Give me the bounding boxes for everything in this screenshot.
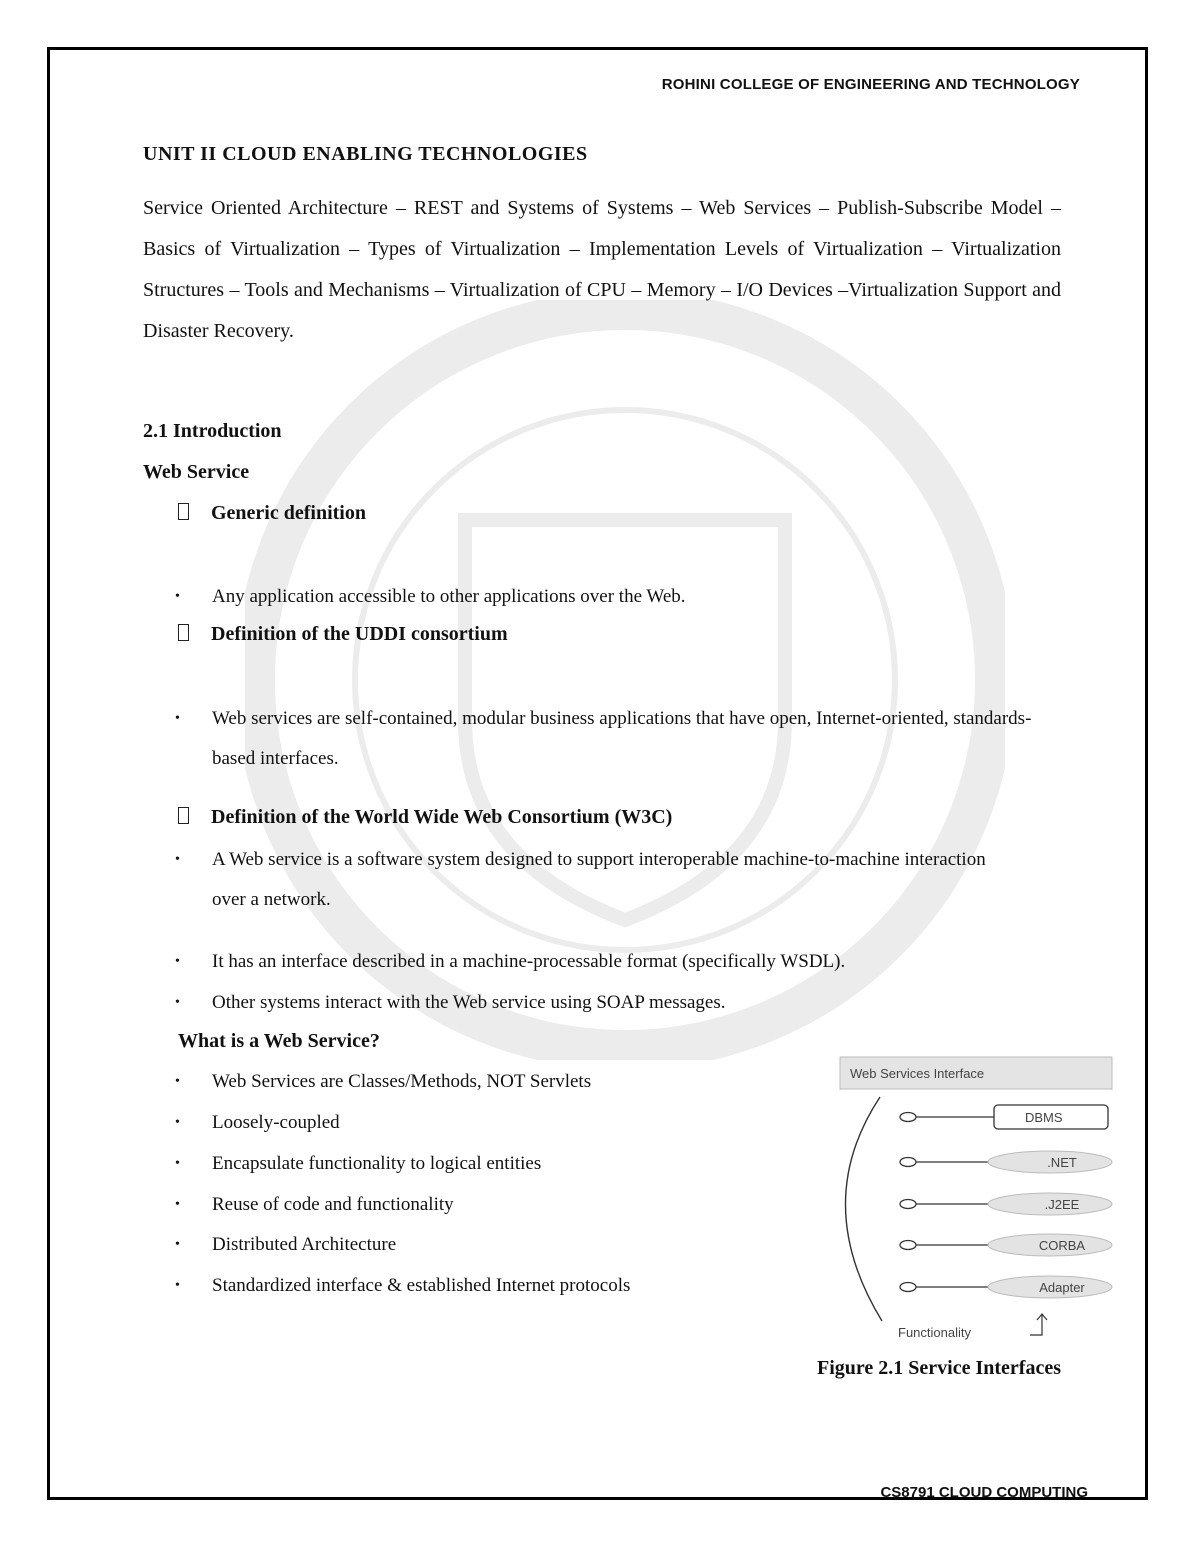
bullet-icon: • [175, 954, 180, 969]
component-label: Adapter [1039, 1280, 1085, 1295]
definition-heading-text: Definition of the UDDI consortium [211, 623, 508, 645]
list-item [175, 1144, 795, 1184]
bullet-icon: • [175, 852, 180, 867]
figure-caption: Figure 2.1 Service Interfaces [817, 1357, 1061, 1379]
bullet-icon: • [175, 1156, 180, 1171]
definition-heading-text: Definition of the World Wide Web Consortium (W3C) [211, 806, 673, 828]
unit-title: UNIT II CLOUD ENABLING TECHNOLOGIES [143, 143, 588, 165]
interface-label: Web Services Interface [850, 1066, 985, 1081]
list-item [175, 1062, 795, 1102]
list-item [175, 840, 1055, 920]
component-label: .J2EE [1044, 1197, 1080, 1212]
component-corba [900, 1234, 1112, 1256]
list-item-text: A Web service is a software system designed to support interoperable machine-to-machine interaction over a network. [212, 849, 986, 910]
list-item-text: Other systems interact with the Web service using SOAP messages. [212, 992, 726, 1013]
component-label: DBMS [1025, 1110, 1063, 1125]
bullet-icon: • [175, 1074, 180, 1089]
bullet-icon: • [175, 711, 180, 726]
component-net [900, 1151, 1112, 1173]
checkbox-bullet-icon [178, 807, 189, 824]
definition-heading [178, 623, 508, 646]
component-j2ee [900, 1193, 1112, 1215]
component-label: CORBA [1038, 1238, 1086, 1253]
functionality-label: Functionality [898, 1325, 971, 1340]
list-item-text: Standardized interface & established Internet protocols [212, 1275, 631, 1296]
bullet-icon: • [175, 1115, 180, 1130]
list-item-text: Web Services are Classes/Methods, NOT Servlets [212, 1071, 592, 1092]
course-footer: CS8791 CLOUD COMPUTING [880, 1484, 1088, 1501]
list-item [175, 699, 1055, 779]
list-item-text: Encapsulate functionality to logical entities [212, 1153, 542, 1174]
section-subtitle: Web Service [143, 461, 250, 483]
bullet-icon: • [175, 995, 180, 1010]
section-title: 2.1 Introduction [143, 420, 282, 442]
service-interfaces-figure [830, 1053, 1120, 1343]
definition-heading-text: Generic definition [211, 502, 366, 524]
arrow-up-icon [1030, 1314, 1047, 1335]
list-item [175, 1266, 795, 1306]
component-dbms [900, 1105, 1108, 1129]
institution-header: ROHINI COLLEGE OF ENGINEERING AND TECHNOLOGY [661, 76, 1080, 93]
component-adapter [900, 1276, 1112, 1298]
list-item [175, 983, 1055, 1023]
component-label: .NET [1047, 1155, 1077, 1170]
list-item [175, 577, 1055, 617]
list-item-text: Reuse of code and functionality [212, 1194, 454, 1215]
list-item [175, 1103, 795, 1143]
checkbox-bullet-icon [178, 624, 189, 641]
definition-heading [178, 502, 366, 525]
list-item-text: It has an interface described in a machine-processable format (specifically WSDL). [212, 951, 846, 972]
list-item-text: Any application accessible to other applications over the Web. [212, 586, 686, 607]
bullet-icon: • [175, 1237, 180, 1252]
bullet-icon: • [175, 1278, 180, 1293]
question-heading: What is a Web Service? [178, 1030, 380, 1052]
list-item-text: Distributed Architecture [212, 1234, 397, 1255]
definition-heading [178, 806, 672, 829]
functionality-curve [845, 1097, 882, 1321]
list-item [175, 1185, 795, 1225]
syllabus-paragraph: Service Oriented Architecture – REST and Systems of Systems – Web Services – Publish-Subscribe Model – Basics of Virtualization – Types of Virtualization – Implementation Levels of Virtualization – Virtualization Structures – Tools and Mechanisms – Virtualization of CPU – Memory – I/O Devices –Virtualization Support and Disaster Recovery. [143, 197, 1061, 342]
bullet-icon: • [175, 589, 180, 604]
list-item-text: Web services are self-contained, modular business applications that have open, Internet-oriented, standards-based interfaces. [212, 708, 1032, 769]
list-item-text: Loosely-coupled [212, 1112, 340, 1133]
checkbox-bullet-icon [178, 503, 189, 520]
list-item [175, 1225, 795, 1265]
list-item [175, 942, 1055, 982]
bullet-icon: • [175, 1197, 180, 1212]
